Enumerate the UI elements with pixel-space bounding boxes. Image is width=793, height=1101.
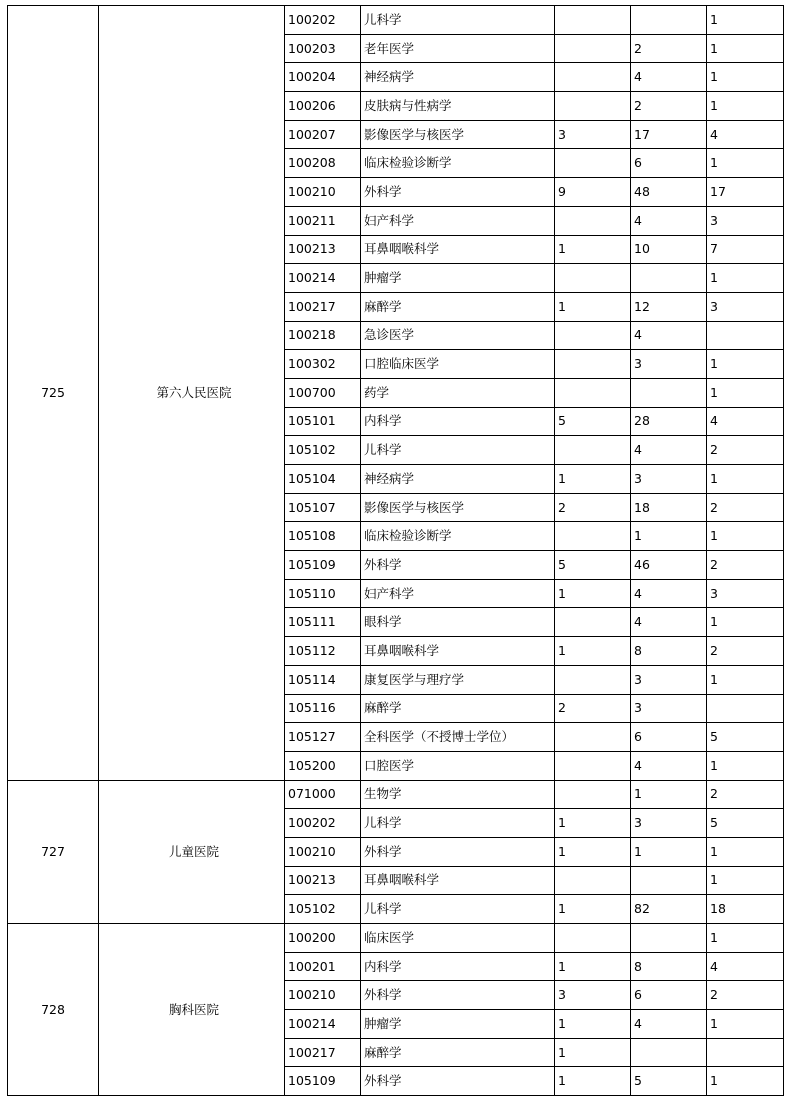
count-a-cell: 1 (555, 1038, 631, 1067)
count-a-cell (555, 264, 631, 293)
major-name-cell: 药学 (361, 378, 555, 407)
major-code-cell: 105116 (285, 694, 361, 723)
count-c-cell: 1 (707, 378, 784, 407)
count-a-cell: 5 (555, 551, 631, 580)
major-name-cell: 肿瘤学 (361, 1010, 555, 1039)
count-b-cell (631, 264, 707, 293)
count-a-cell (555, 206, 631, 235)
major-name-cell: 全科医学（不授博士学位） (361, 723, 555, 752)
count-b-cell: 6 (631, 981, 707, 1010)
major-name-cell: 儿科学 (361, 895, 555, 924)
count-a-cell (555, 436, 631, 465)
count-b-cell: 1 (631, 522, 707, 551)
count-c-cell: 1 (707, 350, 784, 379)
count-a-cell (555, 321, 631, 350)
count-b-cell: 48 (631, 178, 707, 207)
count-c-cell: 1 (707, 149, 784, 178)
major-code-cell: 100207 (285, 120, 361, 149)
major-code-cell: 100202 (285, 809, 361, 838)
major-code-cell: 105127 (285, 723, 361, 752)
unit-name-cell: 胸科医院 (99, 924, 285, 1096)
major-code-cell: 100214 (285, 264, 361, 293)
count-b-cell: 4 (631, 321, 707, 350)
major-name-cell: 神经病学 (361, 63, 555, 92)
major-name-cell: 外科学 (361, 837, 555, 866)
count-c-cell: 7 (707, 235, 784, 264)
count-c-cell: 2 (707, 780, 784, 809)
major-code-cell: 105108 (285, 522, 361, 551)
count-a-cell (555, 378, 631, 407)
count-b-cell: 3 (631, 694, 707, 723)
count-b-cell: 4 (631, 608, 707, 637)
count-c-cell: 4 (707, 120, 784, 149)
count-a-cell: 1 (555, 292, 631, 321)
count-c-cell: 1 (707, 63, 784, 92)
count-a-cell: 1 (555, 837, 631, 866)
major-code-cell: 100210 (285, 178, 361, 207)
count-c-cell: 1 (707, 522, 784, 551)
count-c-cell (707, 1038, 784, 1067)
count-c-cell: 18 (707, 895, 784, 924)
major-name-cell: 神经病学 (361, 465, 555, 494)
count-c-cell: 2 (707, 981, 784, 1010)
count-b-cell: 4 (631, 579, 707, 608)
count-b-cell: 4 (631, 1010, 707, 1039)
count-b-cell: 3 (631, 809, 707, 838)
major-code-cell: 105109 (285, 551, 361, 580)
count-b-cell: 28 (631, 407, 707, 436)
count-a-cell: 1 (555, 952, 631, 981)
count-b-cell: 2 (631, 34, 707, 63)
count-a-cell (555, 723, 631, 752)
count-a-cell: 1 (555, 895, 631, 924)
count-b-cell: 3 (631, 350, 707, 379)
count-a-cell (555, 780, 631, 809)
major-code-cell: 100208 (285, 149, 361, 178)
count-b-cell: 4 (631, 436, 707, 465)
count-c-cell: 2 (707, 551, 784, 580)
count-b-cell: 6 (631, 723, 707, 752)
major-name-cell: 急诊医学 (361, 321, 555, 350)
major-name-cell: 临床检验诊断学 (361, 522, 555, 551)
major-name-cell: 耳鼻咽喉科学 (361, 235, 555, 264)
major-name-cell: 儿科学 (361, 6, 555, 35)
count-a-cell: 5 (555, 407, 631, 436)
unit-code-cell: 725 (8, 6, 99, 781)
unit-code-cell: 727 (8, 780, 99, 923)
major-name-cell: 内科学 (361, 952, 555, 981)
count-a-cell (555, 751, 631, 780)
table-row (8, 6, 784, 35)
unit-code-cell: 728 (8, 924, 99, 1096)
count-c-cell: 1 (707, 665, 784, 694)
major-code-cell: 100210 (285, 837, 361, 866)
count-a-cell (555, 866, 631, 895)
count-b-cell: 3 (631, 465, 707, 494)
count-c-cell: 1 (707, 92, 784, 121)
count-c-cell: 17 (707, 178, 784, 207)
count-b-cell: 6 (631, 149, 707, 178)
major-name-cell: 耳鼻咽喉科学 (361, 866, 555, 895)
count-c-cell: 1 (707, 751, 784, 780)
major-name-cell: 影像医学与核医学 (361, 493, 555, 522)
count-a-cell: 2 (555, 493, 631, 522)
unit-name-cell: 儿童医院 (99, 780, 285, 923)
major-name-cell: 临床医学 (361, 924, 555, 953)
count-a-cell (555, 34, 631, 63)
major-code-cell: 100213 (285, 235, 361, 264)
count-a-cell: 3 (555, 120, 631, 149)
major-name-cell: 老年医学 (361, 34, 555, 63)
major-name-cell: 肿瘤学 (361, 264, 555, 293)
major-code-cell: 105104 (285, 465, 361, 494)
count-a-cell (555, 924, 631, 953)
major-code-cell: 105200 (285, 751, 361, 780)
major-code-cell: 100201 (285, 952, 361, 981)
major-name-cell: 皮肤病与性病学 (361, 92, 555, 121)
major-code-cell: 100700 (285, 378, 361, 407)
major-code-cell: 105111 (285, 608, 361, 637)
count-b-cell: 17 (631, 120, 707, 149)
count-c-cell: 1 (707, 924, 784, 953)
count-a-cell (555, 522, 631, 551)
count-c-cell: 1 (707, 866, 784, 895)
count-c-cell (707, 694, 784, 723)
major-name-cell: 儿科学 (361, 809, 555, 838)
major-code-cell: 100200 (285, 924, 361, 953)
major-name-cell: 外科学 (361, 178, 555, 207)
count-b-cell: 12 (631, 292, 707, 321)
count-c-cell: 1 (707, 34, 784, 63)
count-b-cell: 82 (631, 895, 707, 924)
major-name-cell: 外科学 (361, 981, 555, 1010)
count-a-cell (555, 608, 631, 637)
count-b-cell (631, 1038, 707, 1067)
count-a-cell: 1 (555, 809, 631, 838)
count-b-cell: 1 (631, 780, 707, 809)
count-b-cell: 4 (631, 63, 707, 92)
count-b-cell: 5 (631, 1067, 707, 1096)
count-b-cell: 8 (631, 637, 707, 666)
major-code-cell: 100218 (285, 321, 361, 350)
count-c-cell: 1 (707, 1010, 784, 1039)
major-name-cell: 麻醉学 (361, 1038, 555, 1067)
count-a-cell (555, 63, 631, 92)
count-a-cell (555, 350, 631, 379)
count-c-cell: 3 (707, 579, 784, 608)
major-name-cell: 儿科学 (361, 436, 555, 465)
major-code-cell: 105102 (285, 895, 361, 924)
count-a-cell: 1 (555, 579, 631, 608)
count-c-cell: 3 (707, 206, 784, 235)
major-code-cell: 105114 (285, 665, 361, 694)
major-name-cell: 妇产科学 (361, 206, 555, 235)
table-body (8, 6, 784, 1096)
major-name-cell: 生物学 (361, 780, 555, 809)
major-name-cell: 麻醉学 (361, 694, 555, 723)
count-b-cell: 1 (631, 837, 707, 866)
count-c-cell: 4 (707, 952, 784, 981)
count-c-cell: 1 (707, 264, 784, 293)
major-code-cell: 100217 (285, 292, 361, 321)
count-a-cell: 1 (555, 637, 631, 666)
count-c-cell: 4 (707, 407, 784, 436)
count-c-cell: 1 (707, 608, 784, 637)
count-c-cell: 1 (707, 6, 784, 35)
count-b-cell: 2 (631, 92, 707, 121)
count-a-cell: 1 (555, 235, 631, 264)
major-name-cell: 口腔临床医学 (361, 350, 555, 379)
major-code-cell: 071000 (285, 780, 361, 809)
count-b-cell: 46 (631, 551, 707, 580)
major-name-cell: 妇产科学 (361, 579, 555, 608)
major-name-cell: 口腔医学 (361, 751, 555, 780)
count-c-cell: 3 (707, 292, 784, 321)
major-code-cell: 100213 (285, 866, 361, 895)
count-a-cell: 1 (555, 1067, 631, 1096)
count-a-cell (555, 149, 631, 178)
major-name-cell: 耳鼻咽喉科学 (361, 637, 555, 666)
count-b-cell: 10 (631, 235, 707, 264)
count-b-cell (631, 378, 707, 407)
major-code-cell: 100214 (285, 1010, 361, 1039)
count-b-cell: 4 (631, 751, 707, 780)
major-name-cell: 临床检验诊断学 (361, 149, 555, 178)
count-a-cell: 9 (555, 178, 631, 207)
count-a-cell (555, 6, 631, 35)
count-a-cell: 1 (555, 465, 631, 494)
unit-name-cell: 第六人民医院 (99, 6, 285, 781)
count-c-cell: 2 (707, 436, 784, 465)
count-b-cell (631, 924, 707, 953)
major-code-cell: 105112 (285, 637, 361, 666)
major-code-cell: 100202 (285, 6, 361, 35)
major-code-cell: 105107 (285, 493, 361, 522)
count-a-cell: 2 (555, 694, 631, 723)
count-a-cell: 3 (555, 981, 631, 1010)
count-a-cell (555, 665, 631, 694)
count-b-cell: 8 (631, 952, 707, 981)
count-b-cell (631, 6, 707, 35)
major-name-cell: 影像医学与核医学 (361, 120, 555, 149)
count-b-cell: 4 (631, 206, 707, 235)
count-a-cell (555, 92, 631, 121)
count-b-cell: 3 (631, 665, 707, 694)
count-a-cell: 1 (555, 1010, 631, 1039)
count-c-cell (707, 321, 784, 350)
major-name-cell: 康复医学与理疗学 (361, 665, 555, 694)
major-name-cell: 外科学 (361, 1067, 555, 1096)
count-c-cell: 5 (707, 809, 784, 838)
major-code-cell: 100302 (285, 350, 361, 379)
table-row (8, 924, 784, 953)
table-row (8, 780, 784, 809)
count-b-cell (631, 866, 707, 895)
major-code-cell: 105101 (285, 407, 361, 436)
major-code-cell: 105110 (285, 579, 361, 608)
major-name-cell: 眼科学 (361, 608, 555, 637)
major-name-cell: 麻醉学 (361, 292, 555, 321)
major-code-cell: 100204 (285, 63, 361, 92)
count-c-cell: 2 (707, 637, 784, 666)
major-name-cell: 内科学 (361, 407, 555, 436)
major-code-cell: 105102 (285, 436, 361, 465)
count-c-cell: 5 (707, 723, 784, 752)
count-b-cell: 18 (631, 493, 707, 522)
count-c-cell: 2 (707, 493, 784, 522)
enrollment-table (7, 5, 784, 1096)
major-name-cell: 外科学 (361, 551, 555, 580)
count-c-cell: 1 (707, 837, 784, 866)
major-code-cell: 100217 (285, 1038, 361, 1067)
major-code-cell: 105109 (285, 1067, 361, 1096)
major-code-cell: 100211 (285, 206, 361, 235)
major-code-cell: 100206 (285, 92, 361, 121)
count-c-cell: 1 (707, 1067, 784, 1096)
count-c-cell: 1 (707, 465, 784, 494)
major-code-cell: 100210 (285, 981, 361, 1010)
major-code-cell: 100203 (285, 34, 361, 63)
